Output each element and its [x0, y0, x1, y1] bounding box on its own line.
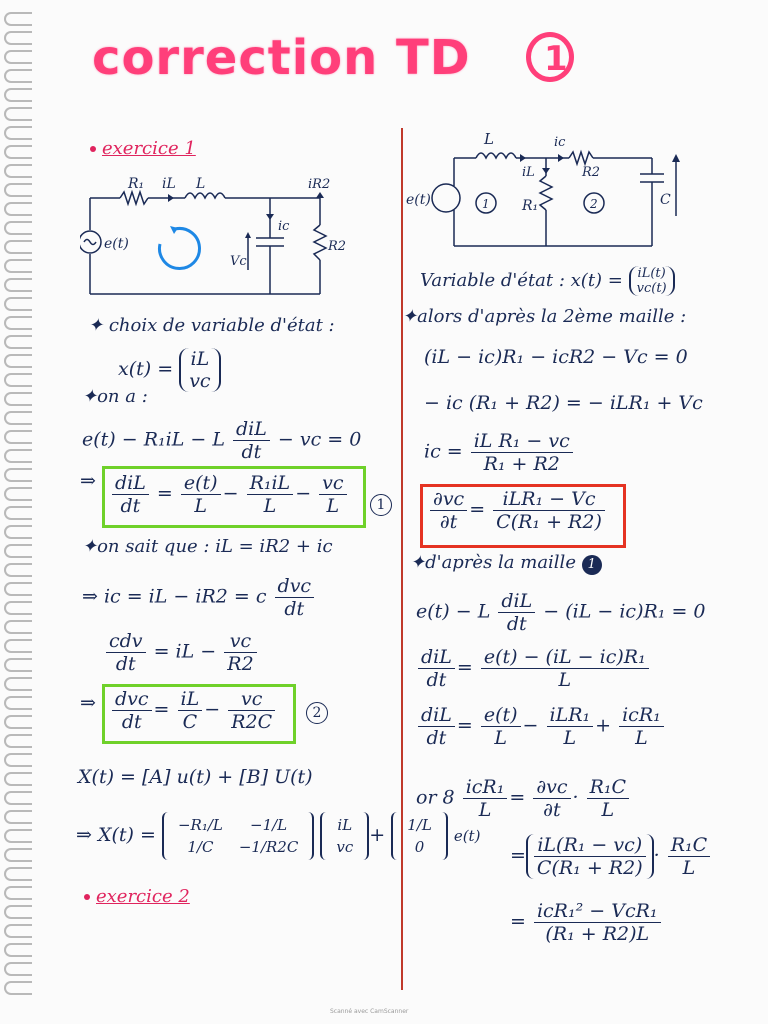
spiral-ring	[4, 240, 32, 254]
state-col-vc: vc	[189, 370, 211, 392]
on-a-text: ✦on a :	[82, 386, 148, 407]
circuit-diagram-2	[404, 128, 704, 258]
spiral-ring	[4, 563, 32, 577]
spiral-ring	[4, 88, 32, 102]
matrix-equation: ⇒ X(t) = −R₁/L −1/L 1/C −1/R2C iL vc + 1/L 0 e(t)	[76, 812, 480, 860]
spiral-ring	[4, 468, 32, 482]
spiral-ring	[4, 962, 32, 976]
spiral-ring	[4, 772, 32, 786]
circuit2-l-label: L	[484, 130, 494, 148]
state-equation-3: $\frac{\partial vc}{\partial t}$ = $\frac{\text{iLR₁ − Vc}}{\text{C(R₁ + R2)}}$	[428, 488, 607, 533]
spiral-ring	[4, 924, 32, 938]
circuit2-c-label: C	[660, 192, 671, 208]
spiral-ring	[4, 487, 32, 501]
circuit1-l-label: L	[196, 176, 206, 192]
spiral-ring	[4, 126, 32, 140]
circuit1-il-label: iL	[162, 176, 176, 192]
spiral-ring	[4, 886, 32, 900]
spiral-ring	[4, 734, 32, 748]
page-title: correction TD	[92, 30, 471, 86]
spiral-ring	[4, 601, 32, 615]
ic-expression: ic = $\frac{\text{iL R₁ − vc}}{\text{R₁ + R2}}$	[424, 430, 575, 475]
title-number-circle	[526, 32, 574, 82]
on-sait-text: ✦on sait que : iL = iR2 + ic	[82, 536, 333, 557]
mesh2-equation-2: − ic (R₁ + R2) = − iLR₁ + Vc	[424, 392, 703, 414]
circuit1-r1-label: R₁	[128, 176, 145, 192]
dil-equation-1: $\frac{\text{diL}}{dt}$ = $\frac{\text{e(t) − (iL − ic)R₁}}{L}$	[416, 646, 651, 691]
kvl-equation: e(t) − R₁iL − L $\frac{\text{diL}}{dt}$ − vc = 0	[82, 418, 362, 463]
final-equation: = $\frac{\text{icR₁² − VcR₁}}{\text{(R₁ + R2)L}}$	[510, 900, 663, 945]
state-space-equation: X(t) = [A] u(t) + [B] U(t)	[78, 766, 313, 788]
var-col-il: iL(t)	[637, 266, 666, 281]
circuit2-r2-label: R2	[582, 165, 601, 180]
spiral-ring	[4, 221, 32, 235]
equation-number-1: 1	[370, 494, 392, 516]
spiral-ring	[4, 715, 32, 729]
circuit2-r1-label: R₁	[522, 198, 539, 214]
spiral-ring	[4, 31, 32, 45]
spiral-ring	[4, 430, 32, 444]
spiral-ring	[4, 354, 32, 368]
state-col-il: iL	[190, 348, 210, 370]
arrow-2: ⇒	[80, 692, 96, 714]
circuit2-mesh1: 1	[482, 197, 490, 211]
spiral-ring	[4, 848, 32, 862]
spiral-ring	[4, 449, 32, 463]
alors-text: ✦alors d'après la 2ème maille :	[402, 306, 687, 327]
circuit1-source-label: e(t)	[104, 236, 129, 252]
spiral-ring	[4, 639, 32, 653]
choice-text: ✦ choix de variable d'état :	[88, 315, 335, 336]
scanner-watermark: Scanné avec CamScanner	[330, 1008, 409, 1015]
exercise-2-heading: exercice 2	[84, 886, 190, 907]
spiral-ring	[4, 544, 32, 558]
circuit1-vc-label: Vc	[230, 254, 247, 269]
apres-maille-1: ✦d'après la maille 1	[410, 552, 602, 575]
spiral-ring	[4, 791, 32, 805]
spiral-ring	[4, 373, 32, 387]
exercise-1-heading: exercice 1	[90, 138, 196, 159]
circuit1-r2-label: R2	[328, 239, 347, 254]
spiral-ring	[4, 829, 32, 843]
circuit2-mesh2: 2	[590, 197, 598, 211]
spiral-ring	[4, 12, 32, 26]
spiral-ring	[4, 981, 32, 995]
spiral-ring	[4, 183, 32, 197]
circuit2-ic-label: ic	[554, 135, 566, 150]
spiral-ring	[4, 677, 32, 691]
spiral-ring	[4, 145, 32, 159]
spiral-ring	[4, 316, 32, 330]
circuit-diagram-1	[80, 170, 360, 310]
state-equation-1: $\frac{\text{diL}}{dt}$ = $\frac{e(t)}{L}$ − $\frac{\text{R₁iL}}{L}$ − $\frac{vc}{L}$	[110, 472, 349, 517]
ic-equation: ⇒ ic = iL − iR2 = c $\frac{\text{dvc}}{dt}$	[82, 575, 316, 620]
column-divider	[401, 128, 403, 990]
spiral-ring	[4, 658, 32, 672]
title-number: 1	[544, 39, 568, 79]
mesh2-equation-1: (iL − ic)R₁ − icR2 − Vc = 0	[424, 346, 688, 368]
equation-number-2: 2	[306, 702, 328, 724]
spiral-ring	[4, 525, 32, 539]
matrix-b: 1/L 0	[391, 812, 448, 860]
spiral-ring	[4, 620, 32, 634]
substitution-equation: = $\frac{\text{iL(R₁ − vc)}}{\text{C(R₁ + R2)}}$ · $\frac{\text{R₁C}}{L}$	[510, 834, 712, 879]
spiral-ring	[4, 867, 32, 881]
state-equation-2: $\frac{\text{dvc}}{dt}$ = $\frac{iL}{C}$ − $\frac{vc}{R2C}$	[110, 688, 277, 733]
mesh1-equation: e(t) − L $\frac{\text{diL}}{dt}$ − (iL − ic)R₁ = 0	[416, 590, 706, 635]
circuit2-source-label: e(t)	[406, 192, 431, 208]
spiral-ring	[4, 202, 32, 216]
spiral-ring	[4, 582, 32, 596]
spiral-ring	[4, 753, 32, 767]
circuit2-il-label: iL	[522, 165, 535, 180]
spiral-ring	[4, 810, 32, 824]
spiral-ring	[4, 905, 32, 919]
var-col-vc: vc(t)	[636, 281, 667, 296]
spiral-ring	[4, 392, 32, 406]
circuit1-ic-label: ic	[278, 219, 290, 234]
arrow-1: ⇒	[80, 470, 96, 492]
spiral-ring	[4, 506, 32, 520]
var-etat-eq: Variable d'état : x(t) = iL(t) vc(t)	[420, 266, 675, 296]
spiral-ring	[4, 696, 32, 710]
circuit1-ir2-label: iR2	[308, 177, 331, 192]
spiral-ring	[4, 297, 32, 311]
dil-equation-2: $\frac{\text{diL}}{dt}$ = $\frac{e(t)}{L}$ − $\frac{\text{iLR₁}}{L}$ + $\frac{\text{icR₁}}{L}$	[416, 704, 666, 749]
spiral-binding	[0, 0, 40, 1000]
spiral-ring	[4, 943, 32, 957]
or-equation: or 8 $\frac{\text{icR₁}}{L}$ = $\frac{\partial vc}{\partial t}$ · $\frac{\text{R₁C}}{L}$	[416, 776, 631, 821]
state-variable-eq: x(t) = iL vc	[118, 348, 221, 392]
spiral-ring	[4, 50, 32, 64]
spiral-ring	[4, 335, 32, 349]
spiral-ring	[4, 107, 32, 121]
matrix-a: −R₁/L −1/L 1/C −1/R2C	[162, 812, 314, 860]
spiral-ring	[4, 411, 32, 425]
spiral-ring	[4, 69, 32, 83]
cdv-equation: $\frac{\text{cdv}}{dt}$ = iL − $\frac{vc}{R2}$	[104, 630, 259, 675]
spiral-ring	[4, 164, 32, 178]
matrix-x: iL vc	[320, 812, 369, 860]
spiral-ring	[4, 259, 32, 273]
spiral-ring	[4, 278, 32, 292]
